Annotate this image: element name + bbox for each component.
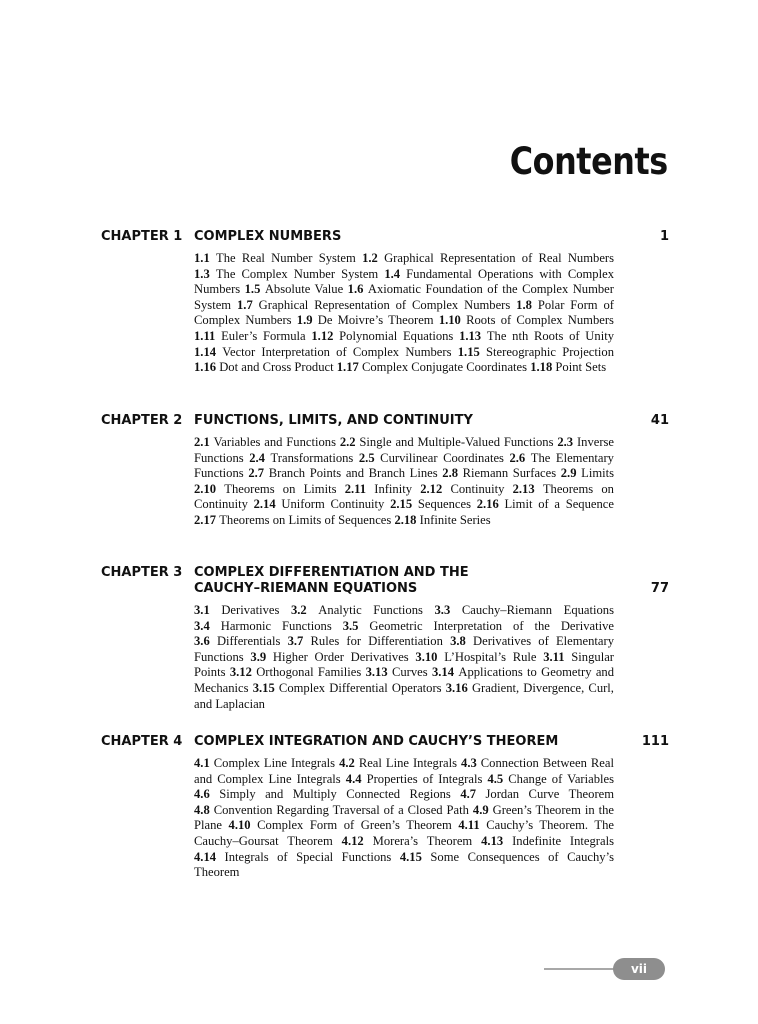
chapter-heading [101,229,669,245]
section-title: Euler’s Formula [221,328,306,343]
section-number: 2.3 [557,435,574,449]
section-title: Derivatives [221,603,280,617]
section-title: Dot and Cross Product [219,360,334,375]
section-entry[interactable] [420,482,504,496]
section-title: Fundamental Operations with Complex Numbers [194,266,614,297]
section-entry[interactable] [250,650,408,664]
chapter-heading [101,413,669,429]
section-number: 1.6 [347,282,364,297]
section-title: Integrals of Special Functions [224,849,392,864]
chapter-label: CHAPTER 2 [101,413,183,428]
section-number: 2.11 [344,481,367,496]
section-entry[interactable] [229,818,452,832]
chapter-label: CHAPTER 3 [101,565,183,580]
section-title: Higher Order Derivatives [272,649,409,664]
section-number: 4.14 [194,849,217,864]
section-number: 2.17 [194,512,217,527]
section-number: 4.15 [399,849,422,864]
section-number: 1.4 [384,266,401,281]
section-entry[interactable] [291,603,423,617]
section-number: 4.6 [194,787,210,802]
section-entry[interactable] [194,267,378,281]
chapter-label: CHAPTER 4 [101,734,183,749]
section-entry[interactable] [459,329,614,343]
section-title: Infinite Series [419,512,491,527]
section-entry[interactable] [439,313,614,327]
section-title: Graphical Representation of Real Numbers [384,251,615,265]
section-number: 4.9 [472,802,489,817]
section-entry[interactable] [245,282,344,296]
section-number: 1.14 [194,344,217,359]
section-entry[interactable] [477,497,614,511]
section-number: 3.8 [450,634,466,649]
section-number: 3.12 [229,665,252,680]
section-entry[interactable] [194,803,469,817]
section-number: 2.5 [358,450,375,465]
section-number: 2.4 [249,450,265,465]
section-entry[interactable] [311,329,453,343]
section-entry[interactable] [415,650,536,664]
section-number: 3.10 [415,649,438,664]
section-entry[interactable] [530,360,606,374]
section-title: Point Sets [555,360,607,375]
chapter-4 [101,734,669,881]
section-entry[interactable] [194,634,280,648]
section-title: Axiomatic Foundation of the Complex Number System [194,282,614,312]
section-entry[interactable] [359,451,504,465]
section-title: Singular Points [194,649,614,680]
section-number: 3.3 [434,603,451,617]
page-title: Contents [509,140,668,183]
section-title: Single and Multiple-Valued Functions [359,435,554,449]
section-number: 2.16 [476,497,499,512]
section-entry[interactable] [249,451,353,465]
section-title: Continuity [450,481,505,496]
section-number: 4.11 [458,818,480,833]
section-entry[interactable] [194,513,391,527]
section-number: 2.10 [194,481,217,496]
section-number: 2.14 [253,497,276,512]
section-title: Properties of Integrals [366,771,483,786]
section-title: Theorems on Limits [224,481,337,496]
section-title: Inverse Functions [194,435,615,465]
section-title: Simply and Multiply Connected Regions [219,787,451,802]
section-entry[interactable] [194,329,306,343]
section-title: Curves [391,665,428,680]
section-title: Derivatives of Elementary Functions [194,634,615,664]
section-entry[interactable] [194,603,279,617]
section-list [194,756,614,881]
section-title: Some Consequences of Cauchy’s Theorem [194,849,614,880]
chapter-title-line: COMPLEX INTEGRATION AND CAUCHY’S THEOREM [194,734,559,749]
section-number: 2.8 [442,466,459,481]
section-number: 4.2 [339,756,355,770]
chapter-page-number: 77 [650,581,669,596]
section-number: 1.11 [194,328,216,343]
section-entry[interactable] [366,665,428,679]
section-entry[interactable] [194,850,391,864]
section-title: Infinity [374,481,413,496]
section-number: 1.1 [194,251,210,265]
chapter-page-number: 41 [650,413,669,428]
section-number: 1.9 [296,313,313,328]
section-number: 4.3 [461,756,477,770]
section-entry[interactable] [254,497,385,511]
section-entry[interactable] [194,345,452,359]
section-list [194,435,614,529]
section-title: Complex Differential Operators [278,680,442,695]
section-number: 1.12 [311,328,334,343]
section-number: 1.7 [237,297,253,312]
section-entry[interactable] [194,360,334,374]
section-entry[interactable] [458,345,614,359]
section-number: 3.2 [290,603,307,617]
section-entry[interactable] [288,634,443,648]
section-entry[interactable] [362,251,614,265]
section-title: Differentials [216,634,281,649]
section-list [194,603,614,712]
chapter-title-line: COMPLEX DIFFERENTIATION AND THE [194,565,469,580]
section-number: 1.17 [336,360,359,375]
section-number: 2.6 [509,450,526,465]
section-number: 4.1 [194,756,210,770]
section-entry[interactable] [194,619,332,633]
section-title: Jordan Curve Theorem [485,787,615,802]
section-number: 3.14 [431,665,455,680]
section-entry[interactable] [340,435,554,449]
section-number: 2.9 [560,466,577,481]
section-number: 3.16 [445,680,468,695]
section-title: Polar Form of Complex Numbers [194,297,614,328]
section-entry[interactable] [194,756,335,770]
chapter-title[interactable] [194,229,594,245]
chapter-heading [101,565,669,597]
section-number: 3.15 [252,680,275,695]
section-title: Graphical Representation of Complex Numbers [258,297,511,312]
section-title: The Real Number System [216,251,356,265]
section-title: Harmonic Functions [220,618,332,633]
section-title: The nth Roots of Unity [486,328,614,343]
chapter-label: CHAPTER 1 [101,229,183,244]
section-entry[interactable] [248,466,437,480]
section-title: Connection Between Real and Complex Line Integrals [194,756,614,786]
section-number: 3.9 [250,649,267,664]
chapter-title-line: FUNCTIONS, LIMITS, AND CONTINUITY [194,413,473,428]
section-title: The Complex Number System [215,266,379,281]
section-entry[interactable] [394,513,490,527]
section-number: 1.10 [438,313,461,328]
section-title: Branch Points and Branch Lines [268,466,438,481]
section-title: Gradient, Divergence, Curl, and Laplacian [194,680,614,711]
section-number: 4.8 [194,802,210,817]
section-title: De Moivre’s Theorem [317,313,434,328]
section-title: Complex Form of Green’s Theorem [257,818,452,833]
section-number: 3.1 [194,603,210,617]
section-number: 4.4 [345,771,362,786]
section-title: Convention Regarding Traversal of a Closed Path [213,802,469,817]
section-entry[interactable] [487,772,614,786]
section-entry[interactable] [237,298,510,312]
section-number: 3.5 [342,618,359,633]
section-number: 1.16 [194,360,217,375]
section-title: Green’s Theorem in the Plane [194,802,614,833]
chapter-page-number: 1 [659,229,669,244]
section-entry[interactable] [460,787,614,801]
section-entry[interactable] [297,313,434,327]
section-number: 3.11 [543,649,565,664]
section-title: Geometric Interpretation of the Derivative [369,618,614,633]
section-number: 1.5 [244,282,261,297]
section-entry[interactable] [561,466,614,480]
section-title: Change of Variables [508,771,614,786]
chapter-title-line: CAUCHY–RIEMANN EQUATIONS [194,581,418,596]
chapter-2 [101,413,669,529]
section-entry[interactable] [230,665,361,679]
section-entry[interactable] [343,619,614,633]
section-number: 4.5 [487,771,504,786]
section-title: Riemann Surfaces [462,466,557,481]
section-number: 4.13 [481,833,504,848]
section-entry[interactable] [481,834,614,848]
section-entry[interactable] [194,435,336,449]
section-title: Vector Interpretation of Complex Numbers [222,344,452,359]
chapter-1 [101,229,669,376]
chapter-3 [101,565,669,712]
section-title: Uniform Continuity [281,497,385,512]
section-number: 2.15 [390,497,413,512]
section-entry[interactable] [339,756,457,770]
section-number: 4.10 [228,818,251,833]
section-entry[interactable] [435,603,615,617]
chapter-heading [101,734,669,750]
section-entry[interactable] [194,482,336,496]
section-title: Cauchy’s Theorem. The Cauchy–Goursat Theorem [194,818,614,848]
section-number: 1.2 [362,251,378,265]
section-title: Curvilinear Coordinates [380,450,504,465]
section-entry[interactable] [253,681,442,695]
section-number: 2.7 [248,466,265,481]
section-title: Rules for Differentiation [310,634,443,649]
chapter-title-line: COMPLEX NUMBERS [194,229,342,244]
section-number: 1.3 [194,266,210,281]
section-number: 2.2 [339,435,356,449]
section-title: Absolute Value [264,282,344,297]
section-number: 3.7 [287,634,304,649]
section-title: Transformations [270,450,354,465]
section-title: Cauchy–Riemann Equations [461,603,614,617]
section-entry[interactable] [346,772,483,786]
section-title: Theorems on Limits of Sequences [219,512,392,527]
section-title: Theorems on Continuity [194,481,614,512]
section-title: The Elementary Functions [194,450,614,481]
section-title: Variables and Functions [213,435,336,449]
section-title: Limits [581,466,615,481]
section-title: Sequences [417,497,471,512]
section-entry[interactable] [342,834,473,848]
section-number: 4.7 [460,787,477,802]
section-number: 3.4 [194,618,210,633]
section-title: Roots of Complex Numbers [466,313,614,328]
section-number: 1.8 [516,297,532,312]
section-number: 2.12 [420,481,443,496]
section-entry[interactable] [337,360,527,374]
section-title: Complex Conjugate Coordinates [361,360,528,375]
section-number: 2.13 [512,481,535,496]
section-number: 1.18 [530,360,553,375]
chapter-title[interactable] [194,413,594,429]
section-number: 2.1 [194,435,210,449]
section-title: Polynomial Equations [339,328,454,343]
section-title: Complex Line Integrals [213,756,336,770]
section-entry[interactable] [345,482,412,496]
section-title: Morera’s Theorem [372,833,473,848]
section-number: 1.15 [457,344,480,359]
section-title: Indefinite Integrals [512,833,614,848]
chapter-page-number: 111 [641,734,669,749]
section-entry[interactable] [442,466,556,480]
section-title: L’Hospital’s Rule [444,649,537,664]
section-title: Stereographic Projection [486,344,614,359]
section-number: 4.12 [341,833,364,848]
section-title: Limit of a Sequence [504,497,614,512]
section-list [194,251,614,376]
section-entry[interactable] [390,497,471,511]
section-number: 2.18 [394,512,417,527]
section-number: 1.13 [459,328,482,343]
section-number: 3.6 [194,634,210,649]
chapter-title[interactable] [194,565,594,597]
section-title: Analytic Functions [318,603,423,617]
section-number: 3.13 [365,665,388,680]
section-title: Applications to Geometry and Mechanics [194,665,615,695]
page-number-badge: vii [613,958,665,980]
section-entry[interactable] [194,787,451,801]
section-title: Real Line Integrals [358,756,458,770]
section-title: Orthogonal Families [256,665,362,680]
section-entry[interactable] [194,251,356,265]
chapter-title[interactable] [194,734,594,750]
